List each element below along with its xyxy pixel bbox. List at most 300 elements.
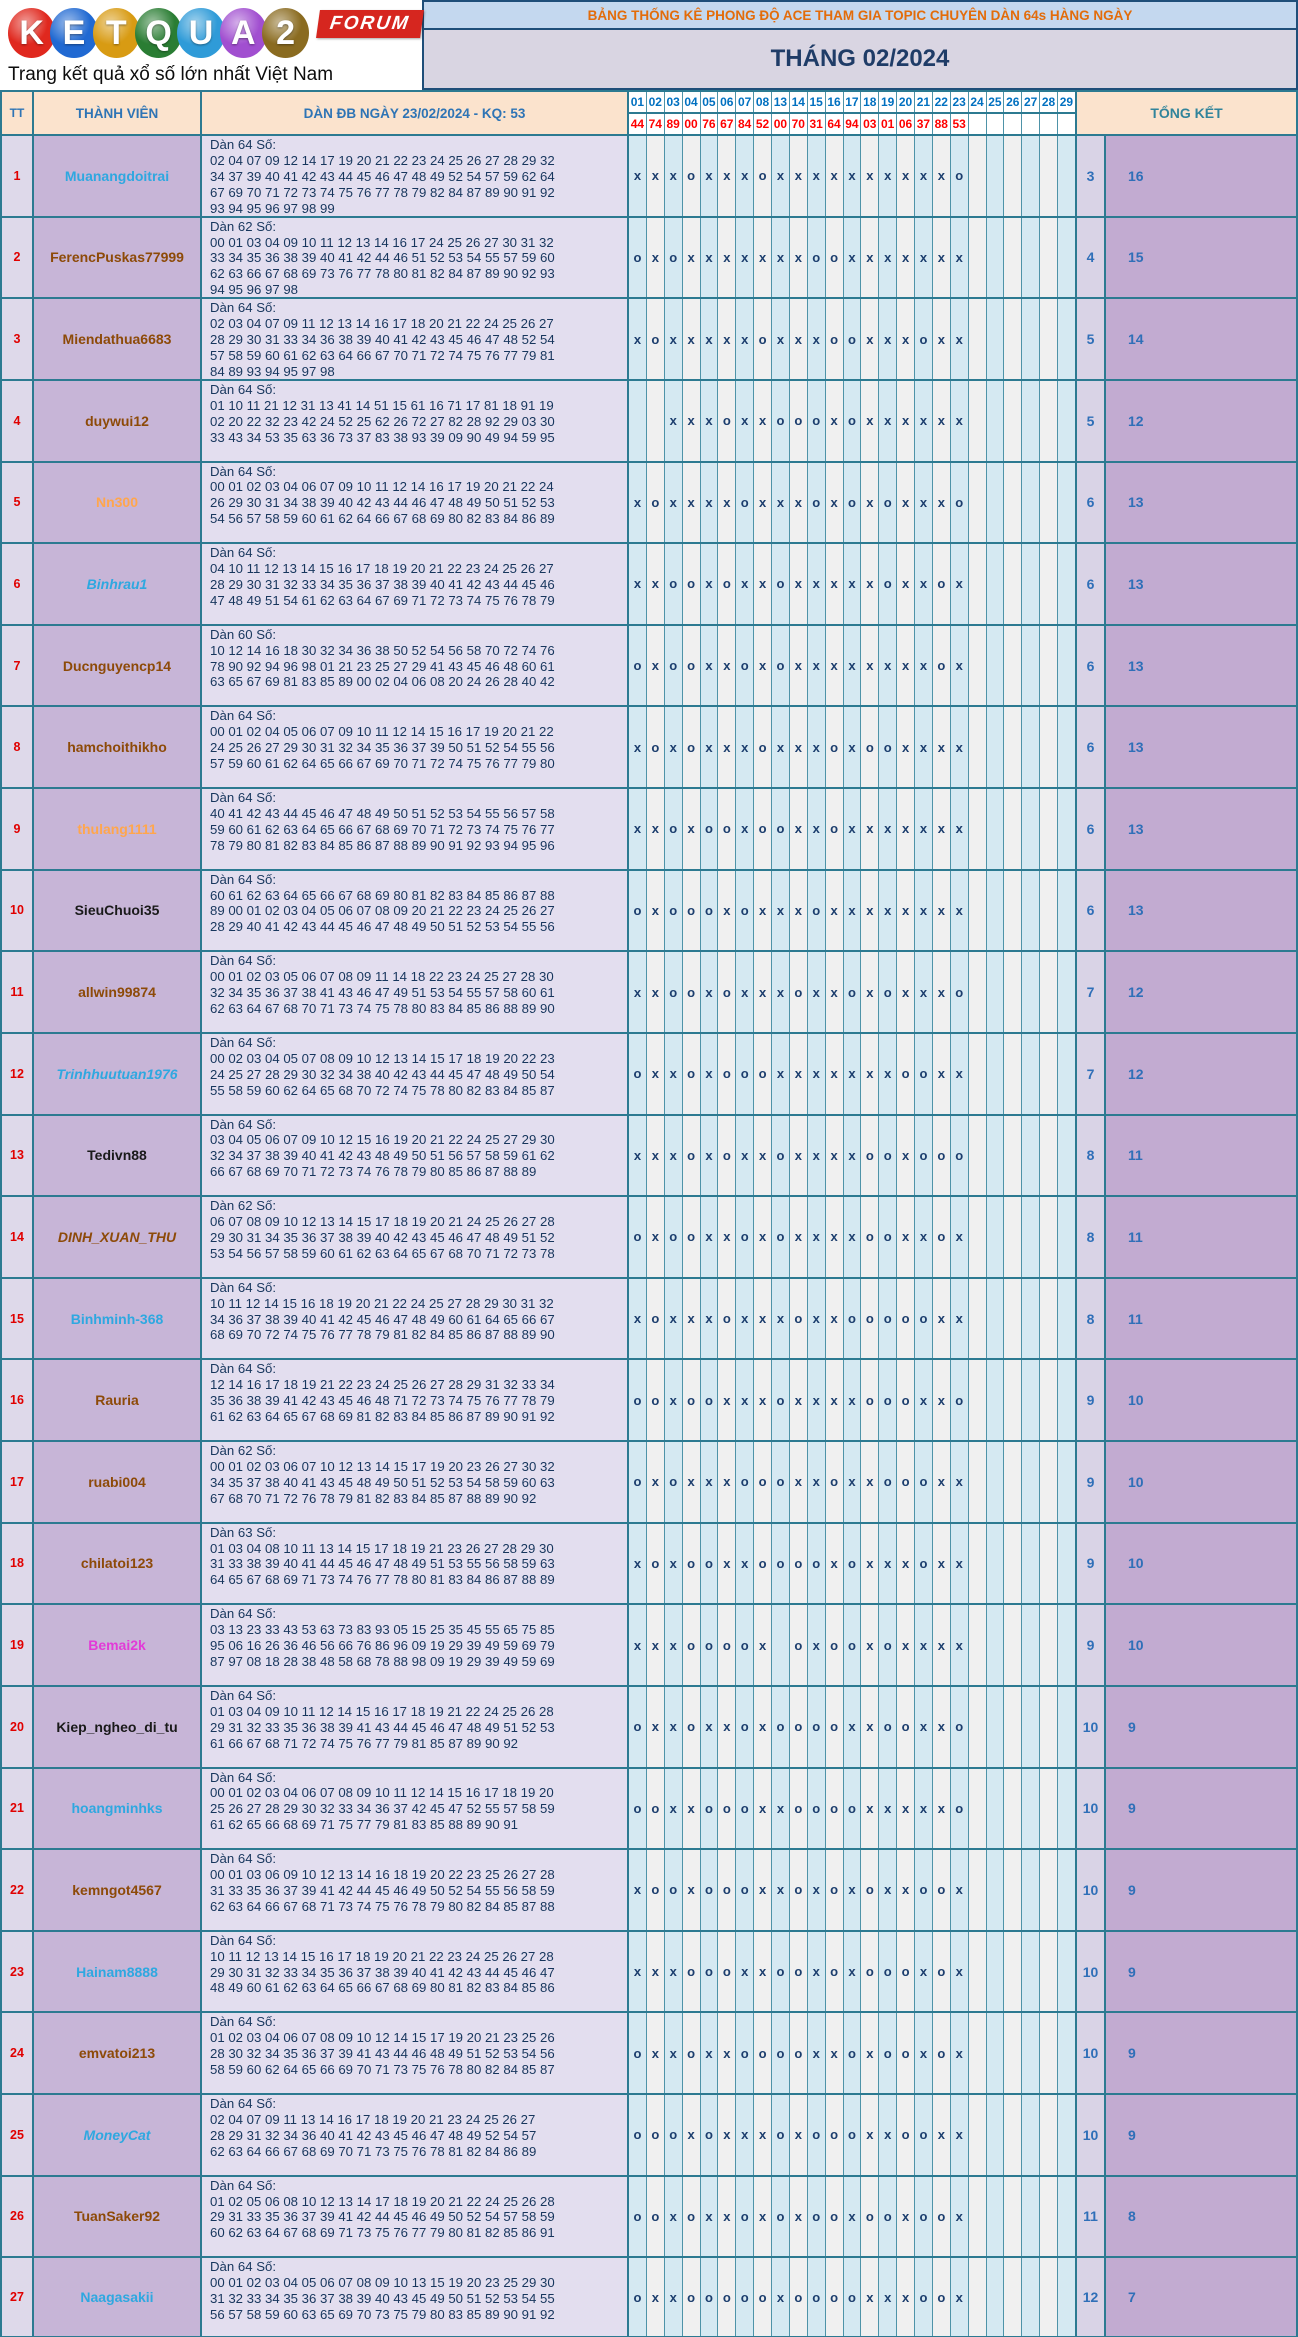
mark-cell: x xyxy=(860,381,878,461)
mark-cell: x xyxy=(735,136,753,216)
mark-cell xyxy=(1021,218,1039,298)
mark-cell: o xyxy=(950,1687,968,1767)
kq-value: 94 xyxy=(843,114,861,134)
mark-cell: o xyxy=(843,2095,861,2175)
mark-cell: x xyxy=(646,544,664,624)
mark-cell: x xyxy=(682,463,700,543)
day-column-header: 07 xyxy=(735,92,753,112)
miss-count: 12 xyxy=(1075,2258,1104,2336)
dan-numbers xyxy=(202,1932,627,2012)
day-column-header: 15 xyxy=(807,92,825,112)
mark-cell: x xyxy=(717,2177,735,2257)
member-row xyxy=(2,1685,1296,1767)
kq-value: 01 xyxy=(878,114,896,134)
hit-count: 13 xyxy=(1104,463,1296,543)
member-row xyxy=(2,297,1296,379)
mark-cell: x xyxy=(825,626,843,706)
dan-numbers xyxy=(202,1279,627,1359)
mark-cell: x xyxy=(896,299,914,379)
mark-cell xyxy=(1057,299,1075,379)
member-name[interactable]: Ducnguyencp14 xyxy=(32,626,202,706)
kq-value: 64 xyxy=(825,114,843,134)
dan-line: 00 01 02 03 04 06 07 08 09 10 11 12 14 15 16 17 18 19 20 xyxy=(210,1785,554,1801)
member-name[interactable]: Bemai2k xyxy=(32,1605,202,1685)
mark-cell xyxy=(1057,707,1075,787)
mark-cell: x xyxy=(664,1279,682,1359)
dan-line: 00 01 03 06 09 10 12 13 14 16 18 19 20 22 23 25 26 27 28 xyxy=(210,1867,555,1883)
marks-strip xyxy=(627,1605,1075,1685)
mark-cell: o xyxy=(682,1116,700,1196)
mark-cell xyxy=(968,2095,986,2175)
mark-cell: x xyxy=(753,2095,771,2175)
dan-title: Dàn 64 Số: xyxy=(210,2259,276,2275)
mark-cell xyxy=(1021,1524,1039,1604)
member-name[interactable]: duywui12 xyxy=(32,381,202,461)
mark-cell: o xyxy=(771,1360,789,1440)
member-row xyxy=(2,134,1296,216)
member-name[interactable]: hoangminhks xyxy=(32,1769,202,1849)
mark-cell: o xyxy=(878,2177,896,2257)
dan-line: 10 11 12 13 14 15 16 17 18 19 20 21 22 23 24 25 26 27 28 xyxy=(210,1948,554,1964)
header-total: TỔNG KẾT xyxy=(1075,92,1296,134)
mark-cell xyxy=(968,1034,986,1114)
mark-cell xyxy=(1039,2258,1057,2336)
mark-cell: x xyxy=(753,1850,771,1930)
mark-cell: x xyxy=(629,707,646,787)
member-name[interactable]: Hainam8888 xyxy=(32,1932,202,2012)
mark-cell xyxy=(1039,952,1057,1032)
mark-cell: x xyxy=(735,218,753,298)
mark-cell: x xyxy=(843,544,861,624)
mark-cell: x xyxy=(860,544,878,624)
mark-cell: x xyxy=(771,136,789,216)
mark-cell xyxy=(1021,1442,1039,1522)
mark-cell: x xyxy=(717,1524,735,1604)
mark-cell: o xyxy=(860,1360,878,1440)
mark-cell xyxy=(986,1034,1004,1114)
dan-numbers xyxy=(202,1769,627,1849)
miss-count: 10 xyxy=(1075,1769,1104,1849)
mark-cell: x xyxy=(646,1932,664,2012)
mark-cell xyxy=(968,1360,986,1440)
mark-cell: o xyxy=(771,789,789,869)
mark-cell: o xyxy=(932,544,950,624)
mark-cell xyxy=(1021,626,1039,706)
banner-title: BẢNG THỐNG KÊ PHONG ĐỘ ACE THAM GIA TOPIC CHUYÊN DÀN 64s HÀNG NGÀY xyxy=(422,0,1298,30)
mark-cell xyxy=(986,1442,1004,1522)
mark-cell: o xyxy=(664,789,682,869)
mark-cell: x xyxy=(878,1034,896,1114)
mark-cell: x xyxy=(878,789,896,869)
dan-line: 62 63 64 66 67 68 71 73 74 75 76 78 79 80 82 84 85 87 88 xyxy=(210,1898,555,1914)
member-name[interactable]: FerencPuskas77999 xyxy=(32,218,202,298)
dan-line: 29 31 33 35 36 37 39 41 42 44 45 46 49 50 52 54 57 58 59 xyxy=(210,2209,555,2225)
mark-cell: x xyxy=(860,1769,878,1849)
mark-cell: o xyxy=(896,2013,914,2093)
mark-cell: x xyxy=(950,1932,968,2012)
mark-cell: x xyxy=(646,789,664,869)
mark-cell: o xyxy=(950,1116,968,1196)
mark-cell: x xyxy=(807,1360,825,1440)
mark-cell: x xyxy=(753,1769,771,1849)
mark-cell: x xyxy=(932,1524,950,1604)
member-name[interactable]: Binhminh-368 xyxy=(32,1279,202,1359)
mark-cell xyxy=(986,1116,1004,1196)
mark-cell xyxy=(1003,707,1021,787)
mark-cell: x xyxy=(629,1524,646,1604)
mark-cell xyxy=(1039,1360,1057,1440)
mark-cell: x xyxy=(914,1360,932,1440)
member-name[interactable]: hamchoithikho xyxy=(32,707,202,787)
member-name[interactable]: Kiep_ngheo_di_tu xyxy=(32,1687,202,1767)
mark-cell: o xyxy=(735,2013,753,2093)
mark-cell: o xyxy=(682,1687,700,1767)
mark-cell: x xyxy=(914,2013,932,2093)
marks-strip xyxy=(627,1932,1075,2012)
tt-number: 11 xyxy=(2,952,32,1032)
member-row xyxy=(2,1277,1296,1359)
member-name[interactable]: DINH_XUAN_THU xyxy=(32,1197,202,1277)
mark-cell: o xyxy=(825,2177,843,2257)
mark-cell: x xyxy=(860,136,878,216)
mark-cell xyxy=(1003,2095,1021,2175)
mark-cell: x xyxy=(717,626,735,706)
mark-cell: o xyxy=(932,1197,950,1277)
mark-cell: o xyxy=(771,381,789,461)
mark-cell: x xyxy=(825,136,843,216)
dan-line: 35 36 38 39 41 42 43 45 46 48 71 72 73 74 75 76 77 78 79 xyxy=(210,1393,555,1409)
mark-cell xyxy=(1057,1687,1075,1767)
mark-cell: o xyxy=(735,1687,753,1767)
member-name[interactable]: MoneyCat xyxy=(32,2095,202,2175)
member-name[interactable]: Naagasakii xyxy=(32,2258,202,2336)
mark-cell: x xyxy=(700,299,718,379)
mark-cell xyxy=(1039,1932,1057,2012)
kq-value xyxy=(1057,114,1075,134)
kq-value xyxy=(1039,114,1057,134)
mark-cell xyxy=(1057,1197,1075,1277)
mark-cell: x xyxy=(950,544,968,624)
kq-value: 52 xyxy=(753,114,771,134)
tt-number: 22 xyxy=(2,1850,32,1930)
mark-cell: o xyxy=(825,1769,843,1849)
dan-numbers xyxy=(202,1605,627,1685)
mark-cell: x xyxy=(914,136,932,216)
dan-line: 29 30 31 34 35 36 37 38 39 40 42 43 45 46 47 48 49 51 52 xyxy=(210,1229,555,1245)
kq-value: 03 xyxy=(860,114,878,134)
hit-count: 11 xyxy=(1104,1279,1296,1359)
mark-cell: x xyxy=(843,1360,861,1440)
mark-cell: x xyxy=(807,1442,825,1522)
miss-count: 7 xyxy=(1075,1034,1104,1114)
miss-count: 9 xyxy=(1075,1524,1104,1604)
member-row xyxy=(2,2175,1296,2257)
marks-strip xyxy=(627,381,1075,461)
mark-cell xyxy=(968,1442,986,1522)
mark-cell: o xyxy=(682,2177,700,2257)
mark-cell: o xyxy=(932,1850,950,1930)
mark-cell xyxy=(986,1279,1004,1359)
mark-cell: o xyxy=(825,1687,843,1767)
mark-cell: x xyxy=(896,2177,914,2257)
mark-cell: o xyxy=(717,2258,735,2336)
member-name[interactable]: Tedivn88 xyxy=(32,1116,202,1196)
mark-cell xyxy=(1039,1442,1057,1522)
hit-count: 15 xyxy=(1104,218,1296,298)
mark-cell: x xyxy=(717,1197,735,1277)
hit-count: 13 xyxy=(1104,707,1296,787)
tt-number: 10 xyxy=(2,871,32,951)
mark-cell xyxy=(646,381,664,461)
mark-cell: o xyxy=(825,707,843,787)
member-name[interactable]: Binhrau1 xyxy=(32,544,202,624)
mark-cell: x xyxy=(646,952,664,1032)
mark-cell: o xyxy=(753,2258,771,2336)
day-column-header: 19 xyxy=(878,92,896,112)
mark-cell: o xyxy=(646,2095,664,2175)
mark-cell: x xyxy=(878,2095,896,2175)
dan-numbers xyxy=(202,1442,627,1522)
mark-cell: o xyxy=(932,1932,950,2012)
mark-cell: o xyxy=(717,1605,735,1685)
mark-cell: x xyxy=(717,871,735,951)
member-row xyxy=(2,705,1296,787)
mark-cell: x xyxy=(843,789,861,869)
member-name[interactable]: Miendathua6683 xyxy=(32,299,202,379)
mark-cell: o xyxy=(932,626,950,706)
miss-count: 5 xyxy=(1075,381,1104,461)
mark-cell xyxy=(1021,1279,1039,1359)
mark-cell xyxy=(968,218,986,298)
header-tt: TT xyxy=(2,92,32,134)
dan-numbers xyxy=(202,1524,627,1604)
tt-number: 18 xyxy=(2,1524,32,1604)
dan-title: Dàn 64 Số: xyxy=(210,2177,276,2193)
member-name[interactable]: Nn300 xyxy=(32,463,202,543)
dan-line: 34 35 37 38 40 41 43 45 48 49 50 51 52 53 54 58 59 60 63 xyxy=(210,1474,555,1490)
mark-cell: x xyxy=(896,218,914,298)
mark-cell xyxy=(1039,1116,1057,1196)
mark-cell: o xyxy=(807,218,825,298)
dan-line: 78 79 80 81 82 83 84 85 86 87 88 89 90 91 92 93 94 95 96 xyxy=(210,837,555,853)
mark-cell xyxy=(1057,1360,1075,1440)
kq-value: 53 xyxy=(950,114,968,134)
dan-line: 57 58 59 60 61 62 63 64 66 67 70 71 72 74 75 76 77 79 81 xyxy=(210,347,555,363)
dan-line: 67 69 70 71 72 73 74 75 76 77 78 79 82 84 87 89 90 91 92 xyxy=(210,184,555,200)
dan-numbers xyxy=(202,463,627,543)
mark-cell: x xyxy=(646,1116,664,1196)
mark-cell xyxy=(1003,2258,1021,2336)
kq-value xyxy=(986,114,1004,134)
mark-cell: x xyxy=(860,463,878,543)
mark-cell xyxy=(968,463,986,543)
mark-cell: o xyxy=(753,2013,771,2093)
tt-number: 17 xyxy=(2,1442,32,1522)
mark-cell xyxy=(1057,2013,1075,2093)
hit-count: 9 xyxy=(1104,1932,1296,2012)
dan-line: 02 03 04 07 09 11 12 13 14 16 17 18 20 21 22 24 25 26 27 xyxy=(210,316,554,332)
mark-cell: o xyxy=(807,381,825,461)
dan-title: Dàn 64 Số: xyxy=(210,1116,276,1132)
mark-cell: x xyxy=(646,218,664,298)
mark-cell: o xyxy=(700,2095,718,2175)
mark-cell: x xyxy=(932,463,950,543)
mark-cell xyxy=(968,299,986,379)
mark-cell xyxy=(968,626,986,706)
dan-numbers xyxy=(202,299,627,379)
mark-cell: o xyxy=(878,2013,896,2093)
mark-cell: x xyxy=(717,218,735,298)
table-body xyxy=(2,134,1296,2337)
mark-cell: o xyxy=(896,1034,914,1114)
mark-cell: x xyxy=(896,789,914,869)
member-name[interactable]: Trinhhuutuan1976 xyxy=(32,1034,202,1114)
mark-cell: x xyxy=(860,2258,878,2336)
mark-cell xyxy=(986,544,1004,624)
mark-cell xyxy=(1057,544,1075,624)
page-header xyxy=(0,0,1298,90)
kq-value: 84 xyxy=(735,114,753,134)
mark-cell: o xyxy=(735,1034,753,1114)
dan-line: 00 01 02 04 05 06 07 09 10 11 12 14 15 16 17 19 20 21 22 xyxy=(210,724,554,740)
mark-cell: x xyxy=(735,1360,753,1440)
member-row xyxy=(2,2011,1296,2093)
member-name[interactable]: TuanSaker92 xyxy=(32,2177,202,2257)
mark-cell: o xyxy=(878,1197,896,1277)
tt-number: 24 xyxy=(2,2013,32,2093)
hit-count: 10 xyxy=(1104,1524,1296,1604)
mark-cell xyxy=(986,1850,1004,1930)
member-row xyxy=(2,2093,1296,2175)
mark-cell: x xyxy=(932,789,950,869)
mark-cell: x xyxy=(825,1116,843,1196)
mark-cell xyxy=(1057,218,1075,298)
mark-cell: o xyxy=(878,544,896,624)
tt-number: 21 xyxy=(2,1769,32,1849)
day-column-header: 18 xyxy=(860,92,878,112)
mark-cell: x xyxy=(664,299,682,379)
mark-cell xyxy=(1039,626,1057,706)
tt-number: 16 xyxy=(2,1360,32,1440)
mark-cell: o xyxy=(878,952,896,1032)
mark-cell: o xyxy=(629,871,646,951)
mark-cell xyxy=(986,2013,1004,2093)
mark-cell xyxy=(1003,1769,1021,1849)
mark-cell: x xyxy=(753,1687,771,1767)
mark-cell: o xyxy=(682,1932,700,2012)
mark-cell: x xyxy=(735,1116,753,1196)
mark-cell: o xyxy=(629,1687,646,1767)
mark-cell: x xyxy=(664,707,682,787)
dan-title: Dàn 64 Số: xyxy=(210,953,276,969)
mark-cell xyxy=(1003,1442,1021,1522)
dan-title: Dàn 64 Số: xyxy=(210,1606,276,1622)
member-name[interactable]: thulang1111 xyxy=(32,789,202,869)
mark-cell: x xyxy=(753,1360,771,1440)
dan-line: 61 62 63 64 65 67 68 69 81 82 83 84 85 86 87 89 90 91 92 xyxy=(210,1409,555,1425)
member-row xyxy=(2,1358,1296,1440)
member-name[interactable]: Rauria xyxy=(32,1360,202,1440)
marks-strip xyxy=(627,2177,1075,2257)
mark-cell: o xyxy=(807,2258,825,2336)
mark-cell xyxy=(986,2177,1004,2257)
mark-cell: x xyxy=(914,789,932,869)
forum-badge: FORUM xyxy=(316,10,424,38)
dan-title: Dàn 64 Số: xyxy=(210,1932,276,1948)
kq-value: 44 xyxy=(630,117,645,131)
mark-cell: o xyxy=(735,2177,753,2257)
mark-cell: x xyxy=(646,136,664,216)
member-name[interactable]: emvatoi213 xyxy=(32,2013,202,2093)
dan-numbers xyxy=(202,1687,627,1767)
mark-cell: x xyxy=(789,299,807,379)
mark-cell: x xyxy=(682,1769,700,1849)
mark-cell: x xyxy=(843,707,861,787)
dan-line: 01 03 04 08 10 11 13 14 15 17 18 19 21 23 26 27 28 29 30 xyxy=(210,1540,554,1556)
dan-title: Dàn 64 Số: xyxy=(210,1034,276,1050)
mark-cell: o xyxy=(807,2095,825,2175)
mark-cell xyxy=(968,789,986,869)
kq-value: 06 xyxy=(896,114,914,134)
mark-cell: x xyxy=(932,871,950,951)
member-name[interactable]: kemngot4567 xyxy=(32,1850,202,1930)
dan-line: 67 68 70 71 72 76 78 79 81 82 83 84 85 87 88 89 90 92 xyxy=(210,1490,537,1506)
hit-count: 10 xyxy=(1104,1360,1296,1440)
mark-cell xyxy=(1039,381,1057,461)
day-column-header: 27 xyxy=(1021,92,1039,112)
mark-cell: o xyxy=(950,1360,968,1440)
mark-cell: o xyxy=(878,463,896,543)
dan-line: 55 58 59 60 62 64 65 68 70 72 74 75 78 80 82 83 84 85 87 xyxy=(210,1082,555,1098)
mark-cell: x xyxy=(860,2095,878,2175)
mark-cell: o xyxy=(807,463,825,543)
mark-cell: o xyxy=(789,1605,807,1685)
mark-cell: x xyxy=(843,626,861,706)
mark-cell: o xyxy=(682,1360,700,1440)
mark-cell: o xyxy=(753,1034,771,1114)
member-name[interactable]: ruabi004 xyxy=(32,1442,202,1522)
dan-line: 64 65 67 68 69 71 73 74 76 77 78 80 81 83 84 86 87 88 89 xyxy=(210,1572,555,1588)
dan-line: 26 29 30 31 34 38 39 40 42 43 44 46 47 48 49 50 51 52 53 xyxy=(210,495,555,511)
mark-cell: x xyxy=(932,707,950,787)
mark-cell: x xyxy=(807,544,825,624)
mark-cell: x xyxy=(807,1279,825,1359)
member-name[interactable]: chilatoi123 xyxy=(32,1524,202,1604)
dan-line: 03 04 05 06 07 09 10 12 15 16 19 20 21 22 24 25 27 29 30 xyxy=(210,1132,555,1148)
mark-cell: x xyxy=(735,299,753,379)
dan-line: 31 33 38 39 40 41 44 45 46 47 48 49 51 53 55 56 58 59 63 xyxy=(210,1556,555,1572)
mark-cell xyxy=(1039,2013,1057,2093)
mark-cell xyxy=(1039,463,1057,543)
mark-cell: x xyxy=(878,299,896,379)
mark-cell: o xyxy=(771,1197,789,1277)
site-logo[interactable] xyxy=(0,0,422,90)
mark-cell: x xyxy=(771,2258,789,2336)
mark-cell: x xyxy=(664,136,682,216)
mark-cell: o xyxy=(807,871,825,951)
mark-cell: x xyxy=(771,218,789,298)
mark-cell: x xyxy=(860,871,878,951)
member-name[interactable]: allwin99874 xyxy=(32,952,202,1032)
dan-line: 24 25 26 27 29 30 31 32 34 35 36 37 39 50 51 52 54 55 56 xyxy=(210,740,555,756)
mark-cell: x xyxy=(825,1034,843,1114)
logo-letter-ball: U xyxy=(177,8,224,58)
mark-cell: x xyxy=(878,871,896,951)
member-name[interactable]: Muanangdoitrai xyxy=(32,136,202,216)
member-name[interactable]: SieuChuoi35 xyxy=(32,871,202,951)
mark-cell: o xyxy=(717,1116,735,1196)
mark-cell: o xyxy=(629,2013,646,2093)
